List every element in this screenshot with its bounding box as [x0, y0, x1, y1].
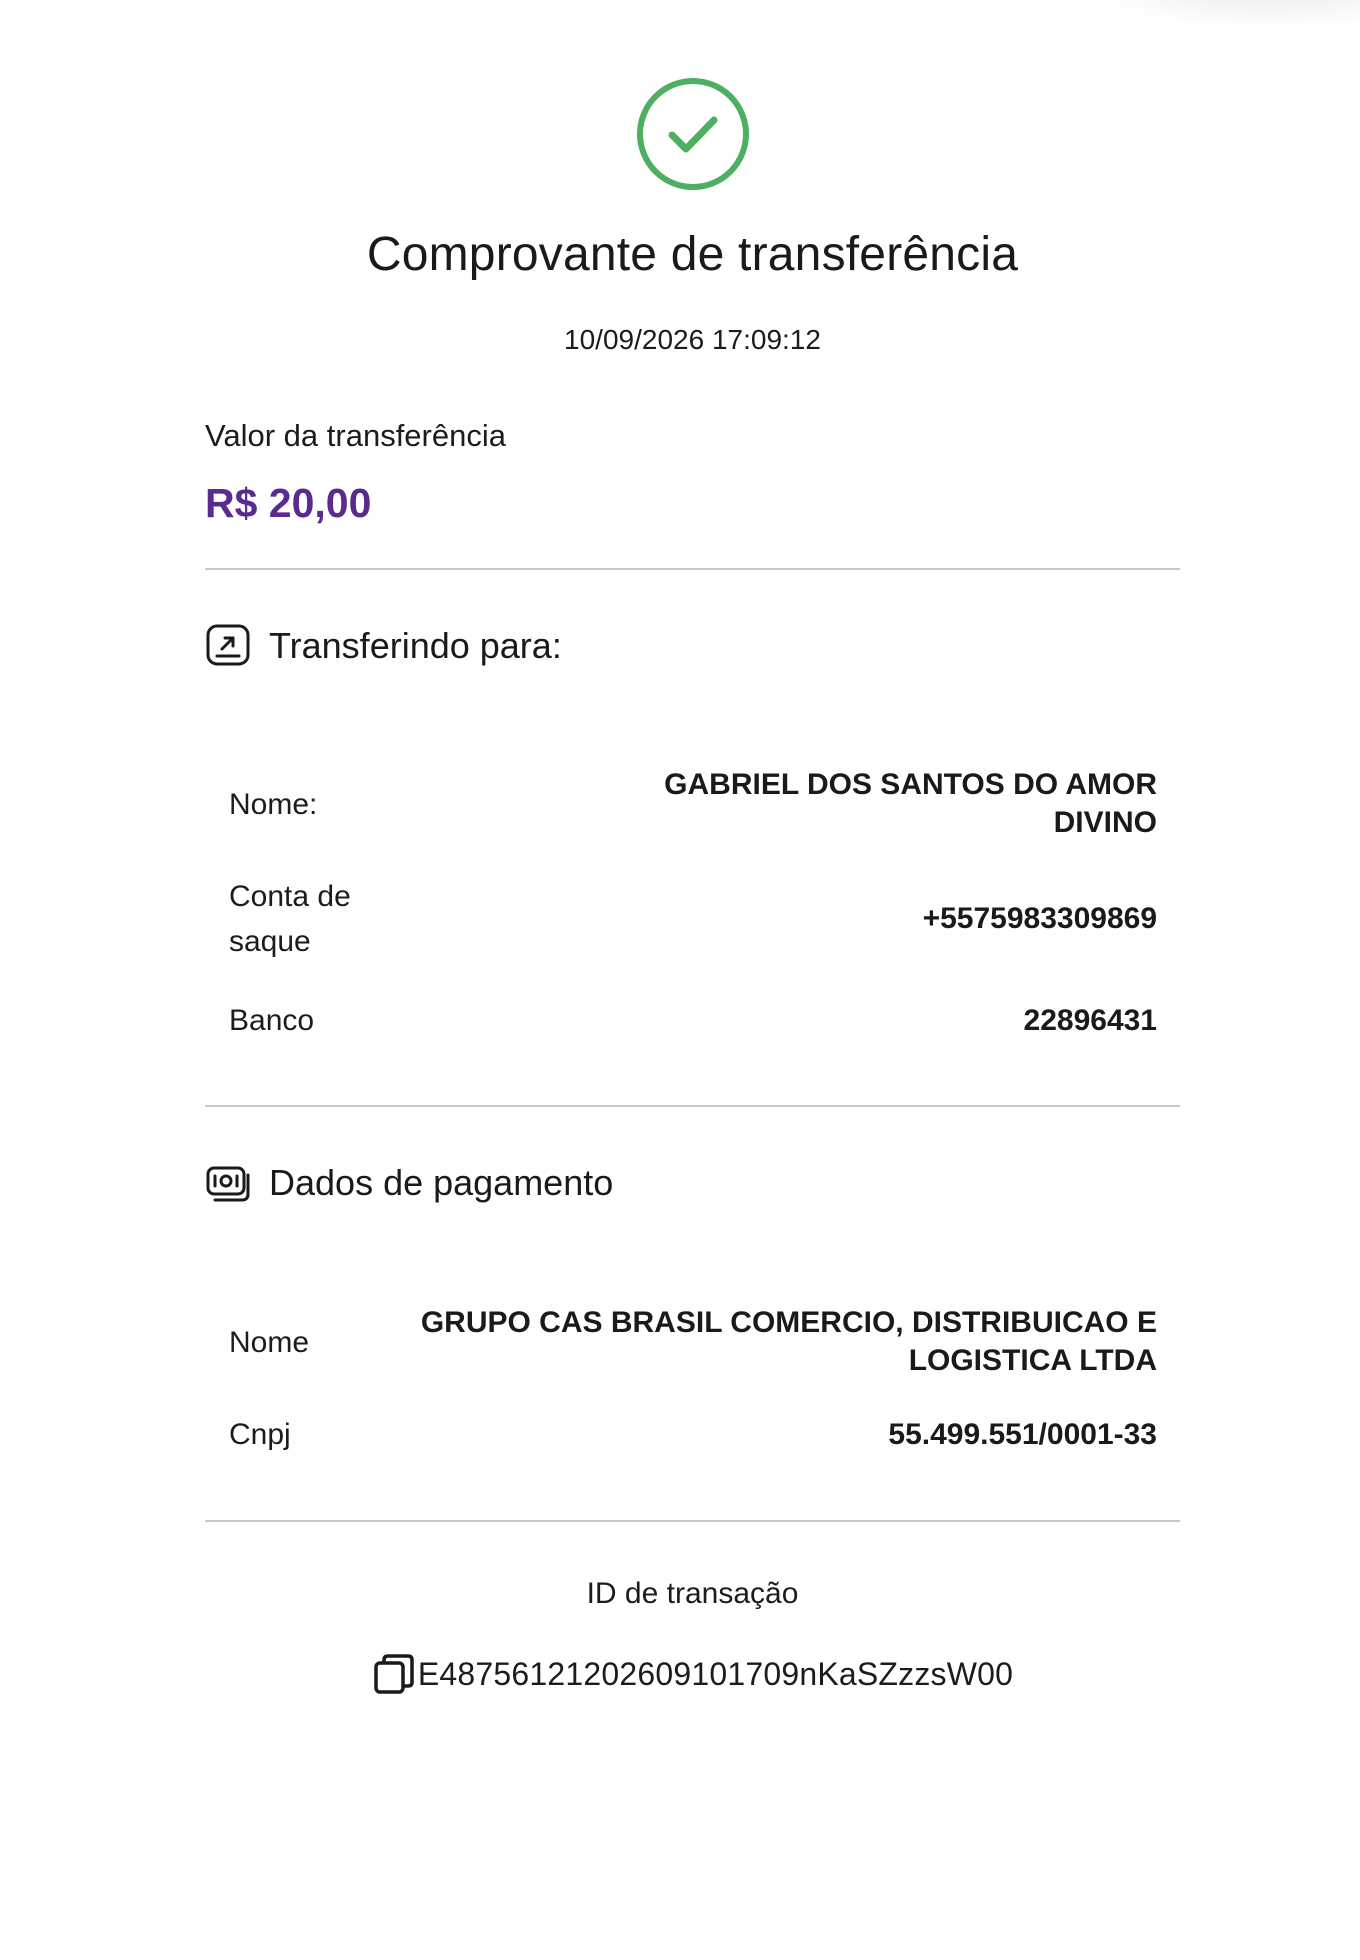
cnpj-value: 55.499.551/0001-33	[888, 1417, 1157, 1451]
recipient-name-row	[229, 766, 1157, 842]
recipient-section-header	[205, 623, 562, 669]
bank-row	[229, 998, 1157, 1043]
money-icon	[205, 1160, 251, 1206]
payer-name-row	[229, 1304, 1157, 1380]
withdrawal-account-label	[229, 874, 351, 964]
recipient-section-title: Transferindo para:	[269, 625, 562, 666]
payment-section-header	[205, 1160, 613, 1206]
transaction-id-label: ID de transação	[586, 1577, 799, 1610]
check-circle-icon	[636, 77, 750, 191]
recipient-name-line-1: GABRIEL DOS SANTOS DO AMOR	[664, 768, 1157, 801]
withdrawal-account-label-line-2: saque	[229, 925, 311, 958]
amount-label: Valor da transferência	[205, 418, 506, 453]
bank-label: Banco	[229, 1004, 315, 1037]
cnpj-label: Cnpj	[229, 1418, 291, 1451]
cnpj-row	[229, 1412, 1157, 1457]
payment-section-title: Dados de pagamento	[269, 1162, 614, 1203]
corner-shadow	[1070, 0, 1360, 30]
payer-name-label: Nome	[229, 1325, 310, 1359]
payer-name-line-1: GRUPO CAS BRASIL COMERCIO, DISTRIBUICAO E	[420, 1306, 1157, 1339]
withdrawal-account-value: +5575983309869	[922, 902, 1157, 935]
divider	[205, 1520, 1180, 1522]
recipient-name-value	[664, 766, 1157, 842]
recipient-name-line-2: DIVINO	[1053, 806, 1157, 839]
recipient-name-label: Nome:	[229, 787, 318, 821]
withdrawal-account-label-line-1: Conta de	[229, 880, 351, 913]
amount-value: R$ 20,00	[205, 480, 372, 526]
bank-value: 22896431	[1023, 1003, 1157, 1037]
transaction-id-value: E48756121202609101709nKaSZzzsW00	[417, 1655, 1014, 1692]
divider	[205, 568, 1180, 570]
payer-name-value	[421, 1304, 1157, 1380]
copy-icon[interactable]	[372, 1652, 416, 1696]
page-title: Comprovante de transferência	[366, 228, 1019, 281]
payer-name-line-2: LOGISTICA LTDA	[908, 1344, 1157, 1377]
divider	[205, 1105, 1180, 1107]
withdrawal-account-row	[229, 874, 1157, 964]
transaction-id-row[interactable]	[0, 1652, 1360, 1696]
transfer-timestamp: 10/09/2026 17:09:12	[564, 324, 821, 355]
transfer-out-icon	[205, 623, 251, 669]
